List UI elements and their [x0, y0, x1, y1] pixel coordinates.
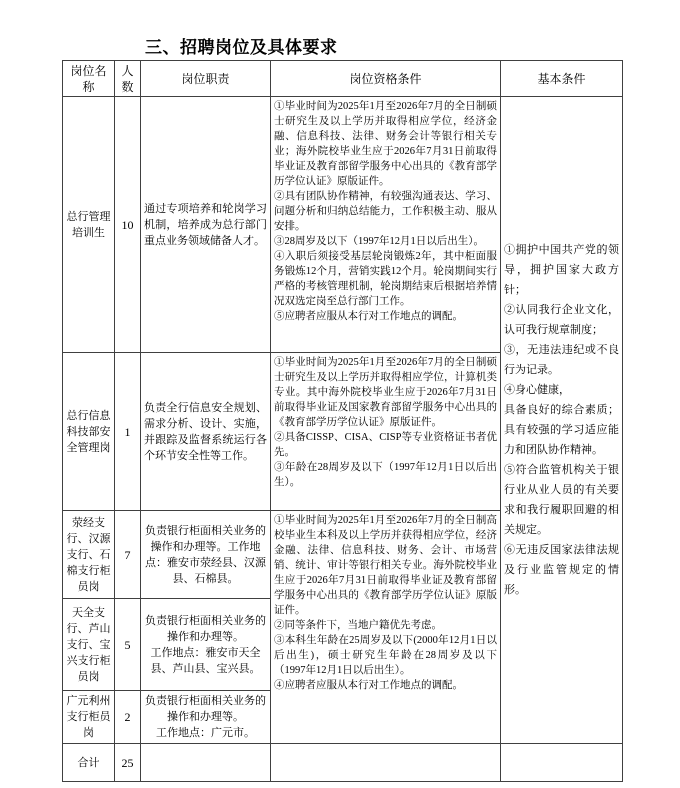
position-name-cell: 总行管理培训生	[63, 97, 115, 353]
basic-condition-paragraph: ⑥无违反国家法律法规及行业监管规定的情形。	[504, 544, 619, 596]
duties-cell	[141, 353, 271, 511]
empty-cell	[501, 744, 623, 782]
basic-condition-paragraph: 具备良好的综合素质；具有较强的学习适应能力和团队协作精神。	[504, 404, 619, 456]
headcount-cell: 10	[115, 97, 141, 353]
qualification-paragraph: ③年龄在28周岁及以下（1997年12月1日以后出生）。	[274, 462, 497, 488]
qualification-paragraph: ①毕业时间为2025年1月至2026年7月的全日制高校毕业生本科及以上学历并获得相应学位，经济金融、法律、信息科技、财务、会计、市场营销、统计、审计等银行相关专业。海外院校毕业生应于2026年7月31日前取得毕业证及教育部留学服务中心出具的《教育部学历学位认证》原版证件。	[274, 515, 497, 616]
duties-cell	[141, 599, 271, 691]
total-label-cell: 合计	[63, 744, 115, 782]
duty-paragraph: 工作地点：广元市。	[156, 727, 255, 739]
duty-paragraph: 负责银行柜面相关业务的操作和办理等。	[145, 695, 266, 723]
empty-cell	[141, 744, 271, 782]
qualification-paragraph: ④入职后须接受基层轮岗锻炼2年，其中柜面服务锻炼12个月，营销实践12个月。轮岗期间实行严格的考核管理机制，轮岗期结束后根据培养情况双选定岗至总行部门工作。	[274, 251, 497, 307]
basic-conditions-cell	[501, 97, 623, 744]
qualification-paragraph: ②同等条件下，当地户籍优先考虑。	[274, 620, 442, 631]
page-title: 三、招聘岗位及具体要求	[145, 38, 338, 57]
qualification-paragraph: ①毕业时间为2025年1月至2026年7月的全日制硕士研究生及以上学历并取得相应学位，计算机类专业。其中海外院校毕业生应于2026年7月31日前取得毕业证及国家教育部留学服务中心出具的《教育部学历学位认证》原版证件。	[274, 357, 497, 428]
header-headcount: 人数	[115, 61, 141, 97]
recruitment-table	[62, 60, 623, 782]
qualifications-cell	[271, 97, 501, 353]
table-row	[63, 97, 623, 353]
headcount-cell: 1	[115, 353, 141, 511]
basic-condition-paragraph: ⑤符合监管机构关于银行业从业人员的有关要求和我行履职回避的相关规定。	[504, 464, 619, 536]
basic-condition-paragraph: ①拥护中国共产党的领导，拥护国家大政方针；	[504, 244, 619, 296]
position-name-cell: 天全支行、芦山支行、宝兴支行柜员岗	[63, 599, 115, 691]
qualification-paragraph: ②具有团队协作精神，有较强沟通表达、学习、问题分析和归纳总结能力，工作积极主动、服从安排。	[274, 191, 497, 232]
header-duties: 岗位职责	[141, 61, 271, 97]
header-qualifications: 岗位资格条件	[271, 61, 501, 97]
headcount-cell: 7	[115, 511, 141, 599]
total-count-cell: 25	[115, 744, 141, 782]
headcount-cell: 2	[115, 691, 141, 744]
position-name-cell: 总行信息科技部安全管理岗	[63, 353, 115, 511]
headcount-cell: 5	[115, 599, 141, 691]
qualification-paragraph: ④应聘者应服从本行对工作地点的调配。	[274, 680, 463, 691]
qualification-paragraph: ②具备CISSP、CISA、CISP等专业资格证书者优先。	[274, 432, 497, 458]
basic-condition-paragraph: ④身心健康，	[504, 384, 570, 396]
position-name-cell: 广元利州支行柜员岗	[63, 691, 115, 744]
duty-paragraph: 负责银行柜面相关业务的操作和办理等。工作地点：雅安市荥经县、汉源县、石棉县。	[145, 524, 266, 585]
duties-cell	[141, 511, 271, 599]
qualifications-cell	[271, 353, 501, 511]
total-row	[63, 744, 623, 782]
header-basic-conditions: 基本条件	[501, 61, 623, 97]
duty-paragraph: 负责银行柜面相关业务的操作和办理等。	[145, 614, 266, 643]
duties-cell	[141, 97, 271, 353]
basic-condition-paragraph: ③，无违法违纪或不良行为记录。	[504, 344, 619, 376]
duty-paragraph: 通过专项培养和轮岗学习机制，培养成为总行部门重点业务领域储备人才。	[144, 202, 267, 247]
qualification-paragraph: ①毕业时间为2025年1月至2026年7月的全日制硕士研究生及以上学历并取得相应学位，经济金融、信息科技、法律、财务会计等银行相关专业；海外院校毕业生应于2026年7月31日前取得毕业证及教育部留学服务中心出具的《教育部学历学位认证》原版证件。	[274, 101, 497, 187]
qualifications-cell	[271, 511, 501, 744]
qualification-paragraph: ③28周岁及以下（1997年12月1日以后出生）。	[274, 236, 484, 247]
basic-condition-paragraph: ②认同我行企业文化，认可我行规章制度；	[504, 304, 619, 336]
duties-cell	[141, 691, 271, 744]
duty-paragraph: 负责全行信息安全规划、需求分析、设计、实施，并跟踪及监督系统运行各个环节安全性等工作。	[144, 401, 267, 462]
position-name-cell: 荥经支行、汉源支行、石棉支行柜员岗	[63, 511, 115, 599]
empty-cell	[271, 744, 501, 782]
qualification-paragraph: ⑤应聘者应服从本行对工作地点的调配。	[274, 311, 463, 322]
duty-paragraph: 工作地点：雅安市天全县、芦山县、宝兴县。	[150, 646, 261, 675]
table-header-row	[63, 61, 623, 97]
qualification-paragraph: ③本科生年龄在25周岁及以下(2000年12月1日以后出生)，硕士研究生年龄在28周岁及以下（1997年12月1日以后出生）。	[274, 635, 497, 676]
header-position-name: 岗位名称	[63, 61, 115, 97]
